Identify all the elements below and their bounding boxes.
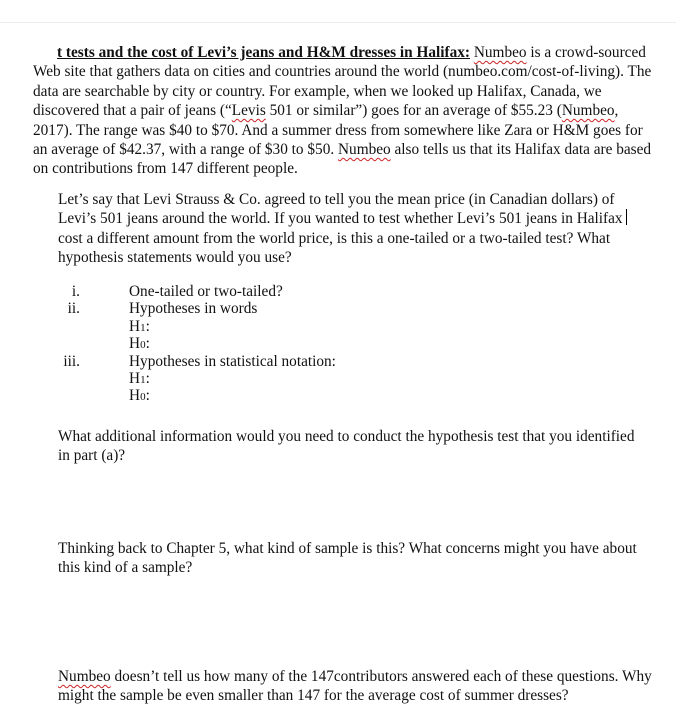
- spell-flag-numbeo-2: Numbeo: [338, 141, 391, 159]
- question-a-paragraph: [58, 190, 652, 268]
- intro-text-3: , 2017). The range was $40 to $70. And a summer dress from somewhere like Zara or H&M goes for an average of $42.37, with a range of $30 to $50.: [33, 102, 643, 159]
- section-title: t tests and the cost of Levi’s jeans and H&M dresses in Halifax:: [57, 44, 471, 61]
- list-item: [58, 353, 618, 370]
- list-item-text: Hypotheses in statistical notation:: [129, 352, 336, 370]
- question-b-paragraph: What additional information would you need to conduct the hypothesis test that you identified in part (a)?: [58, 428, 635, 465]
- spell-flag-numbeo: Numbeo: [473, 44, 527, 61]
- hypothesis-label: H0:: [129, 335, 150, 353]
- list-numeral: iii.: [63, 352, 80, 370]
- hypothesis-label: H1:: [129, 317, 150, 335]
- hypothesis-label: H0:: [129, 387, 150, 405]
- list-numeral: i.: [71, 283, 80, 300]
- question-a-text: Let’s say that Levi Strauss & Co. agreed to tell you the mean price (in Canadian dollars) of Levi’s 501 jeans around the world. If you wanted to test whether Levi’s 501 jeans in Halifax: [58, 191, 623, 228]
- question-c-paragraph: Thinking back to Chapter 5, what kind of sample is this? What concerns might you have about this kind of a sample?: [58, 540, 637, 577]
- answer-list: [58, 283, 618, 405]
- question-d-text: doesn’t tell us how many of the 147contributors answered each of these questions. Why might the sample be even smaller than 147 for the average cost of summer dresses?: [58, 668, 652, 705]
- intro-text-2: 501 or similar”) goes for an average of $55.23 (: [265, 102, 562, 120]
- list-item-text: One-tailed or two-tailed?: [129, 283, 283, 300]
- list-item: [58, 283, 618, 300]
- question-a-text-continued: cost a different amount from the world price, is this a one-tailed or a two-tailed test? What hypothesis statements would you use?: [58, 229, 611, 267]
- intro-paragraph: [33, 43, 653, 179]
- list-item-text: Hypotheses in words: [129, 300, 258, 318]
- text-cursor: [626, 209, 627, 225]
- spell-flag-citation: Numbeo: [561, 102, 615, 120]
- list-item: [58, 318, 618, 335]
- question-d-paragraph: [58, 667, 658, 706]
- list-item: [58, 335, 618, 352]
- list-item: [58, 387, 618, 404]
- list-item: [58, 300, 618, 317]
- page-top-divider: [0, 22, 676, 23]
- hypothesis-label: H1:: [129, 369, 150, 387]
- spell-flag-numbeo-3: Numbeo: [58, 668, 111, 685]
- spell-flag-levis: Levis: [231, 102, 266, 120]
- intro-text-4: also tells us that its Halifax data are based on contributions from 147 different people.: [33, 141, 652, 178]
- list-item: [58, 370, 618, 387]
- list-numeral: ii.: [67, 300, 80, 318]
- intro-text-1: is a crowd-sourced Web site that gathers data on cities and countries around the world (numbeo.com/cost-of-living). The data are searchable by city or country. For example, when we looked up Halifax, Canada, we discovered that a pair of jeans (“: [33, 44, 652, 120]
